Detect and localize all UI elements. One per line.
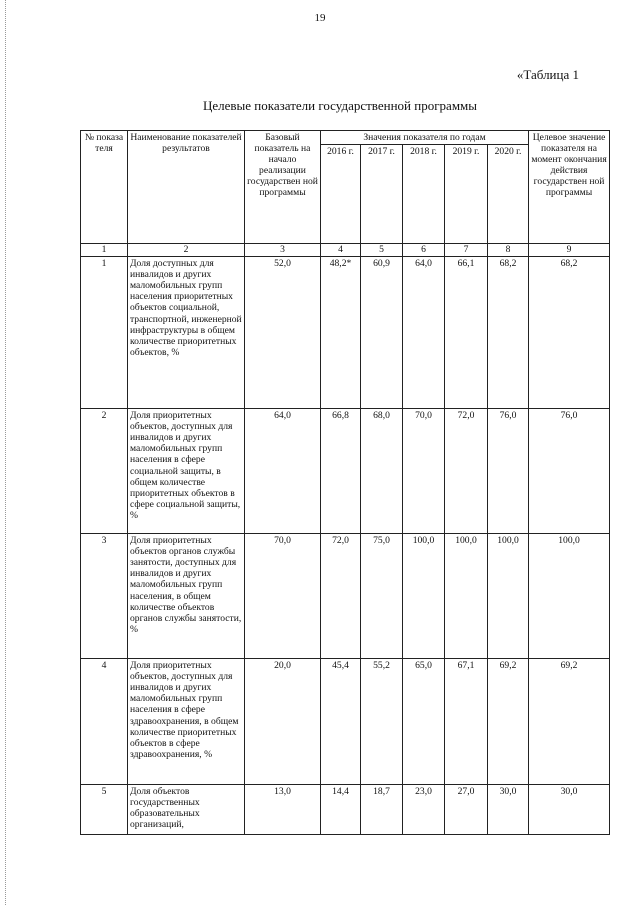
base-value: 13,0 — [245, 785, 321, 835]
value-2017: 75,0 — [361, 534, 403, 659]
column-number: 8 — [488, 244, 529, 257]
header-row — [81, 131, 610, 145]
header-year: 2016 г. — [321, 145, 361, 244]
value-2017: 68,0 — [361, 409, 403, 534]
value-2019: 66,1 — [445, 257, 488, 409]
header-year: 2018 г. — [403, 145, 445, 244]
table-row — [81, 257, 610, 409]
target-value: 76,0 — [529, 409, 610, 534]
column-number-row — [81, 244, 610, 257]
value-2017: 55,2 — [361, 659, 403, 785]
value-2020: 100,0 — [488, 534, 529, 659]
value-2016: 45,4 — [321, 659, 361, 785]
value-2016: 72,0 — [321, 534, 361, 659]
indicator-name: Доля объектов государственных образовательных организаций, — [128, 785, 245, 835]
column-number: 7 — [445, 244, 488, 257]
value-2018: 23,0 — [403, 785, 445, 835]
value-2019: 27,0 — [445, 785, 488, 835]
value-2017: 18,7 — [361, 785, 403, 835]
value-2018: 65,0 — [403, 659, 445, 785]
value-2019: 72,0 — [445, 409, 488, 534]
value-2020: 69,2 — [488, 659, 529, 785]
target-value: 69,2 — [529, 659, 610, 785]
target-value: 100,0 — [529, 534, 610, 659]
indicator-name: Доля приоритетных объектов, доступных для инвалидов и других маломобильных групп населения в сфере здравоохранения, в общем количестве приоритетных объектов в сфере здравоохранения, % — [128, 659, 245, 785]
header-num: № показа теля — [81, 131, 128, 244]
value-2019: 67,1 — [445, 659, 488, 785]
row-num: 1 — [81, 257, 128, 409]
header-year: 2019 г. — [445, 145, 488, 244]
column-number: 4 — [321, 244, 361, 257]
column-number: 6 — [403, 244, 445, 257]
row-num: 2 — [81, 409, 128, 534]
header-name: Наименование показателей результатов — [128, 131, 245, 244]
value-2017: 60,9 — [361, 257, 403, 409]
header-target: Целевое значение показателя на момент окончания действия государствен ной программы — [529, 131, 610, 244]
header-year: 2020 г. — [488, 145, 529, 244]
value-2020: 76,0 — [488, 409, 529, 534]
base-value: 52,0 — [245, 257, 321, 409]
base-value: 64,0 — [245, 409, 321, 534]
document-title: Целевые показатели государственной программы — [202, 98, 477, 113]
table-row — [81, 659, 610, 785]
table-reference: «Таблица 1 — [516, 67, 579, 82]
value-2016: 14,4 — [321, 785, 361, 835]
page-left-edge — [5, 0, 6, 905]
value-2018: 70,0 — [403, 409, 445, 534]
row-num: 3 — [81, 534, 128, 659]
column-number: 1 — [81, 244, 128, 257]
row-num: 4 — [81, 659, 128, 785]
indicator-name: Доля приоритетных объектов органов службы занятости, доступных для инвалидов и других маломобильных групп населения, в общем количестве объектов органов службы занятости, % — [128, 534, 245, 659]
column-number: 9 — [529, 244, 610, 257]
table-row — [81, 534, 610, 659]
header-years-group: Значения показателя по годам — [321, 131, 529, 145]
target-value: 30,0 — [529, 785, 610, 835]
table-row — [81, 409, 610, 534]
header-year: 2017 г. — [361, 145, 403, 244]
page-number: 19 — [314, 12, 326, 24]
base-value: 20,0 — [245, 659, 321, 785]
row-num: 5 — [81, 785, 128, 835]
indicator-name: Доля доступных для инвалидов и других маломобильных групп населения приоритетных объектов социальной, транспортной, инженерной инфраструктуры в общем количестве приоритетных объектов, % — [128, 257, 245, 409]
column-number: 5 — [361, 244, 403, 257]
value-2018: 100,0 — [403, 534, 445, 659]
targets-table — [80, 130, 610, 835]
value-2016: 48,2* — [321, 257, 361, 409]
value-2018: 64,0 — [403, 257, 445, 409]
column-number: 3 — [245, 244, 321, 257]
value-2016: 66,8 — [321, 409, 361, 534]
indicator-name: Доля приоритетных объектов, доступных для инвалидов и других маломобильных групп населения в сфере социальной защиты, в общем количестве приоритетных объектов в сфере социальной защиты, % — [128, 409, 245, 534]
column-number: 2 — [128, 244, 245, 257]
value-2020: 68,2 — [488, 257, 529, 409]
base-value: 70,0 — [245, 534, 321, 659]
value-2020: 30,0 — [488, 785, 529, 835]
target-value: 68,2 — [529, 257, 610, 409]
table-row — [81, 785, 610, 835]
header-base: Базовый показатель на начало реализации государствен ной программы — [245, 131, 321, 244]
value-2019: 100,0 — [445, 534, 488, 659]
